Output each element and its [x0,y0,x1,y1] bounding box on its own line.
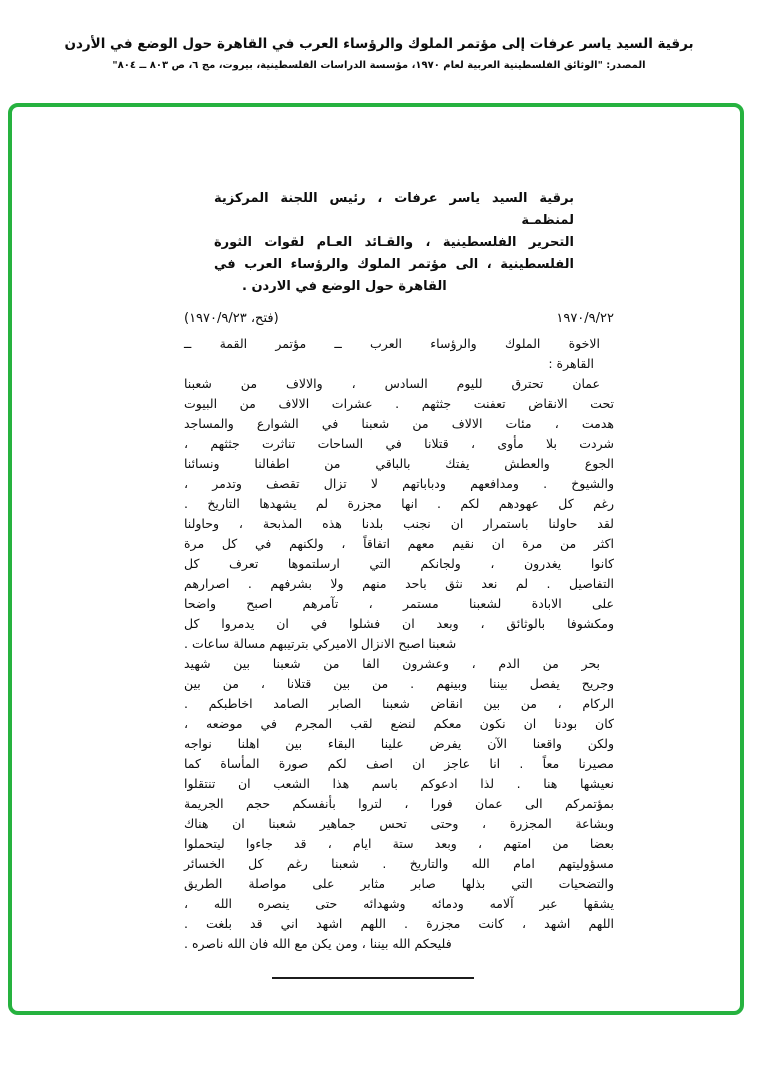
paragraph-1 [184,374,614,654]
paragraph-2 [184,654,614,954]
text-line: وجريح يفصل بيننا وبينهم . من بين قتلانا ، من بين [184,676,614,691]
salutation-line: القاهرة : [548,356,594,371]
document-frame [8,103,744,1015]
text-line: مسؤوليتهم امام الله والتاريخ . شعبنا رغم كل الخسائر [184,856,614,871]
source-citation: المصدر: "الوثائق الفلسطينية العربية لعام ١٩٧٠، مؤسسة الدراسات الفلسطينية، بيروت، مج ٦، ص ٨٠٣ ــ ٨٠٤" [112,60,646,71]
page-title: برقية السيد ياسر عرفات إلى مؤتمر الملوك والرؤساء العرب في القاهرة حول الوضع في الأردن [64,36,694,52]
text-line: عمان تحترق لليوم السادس ، والالاف من شعبنا [184,376,600,391]
text-line: يشقها عبر آلامه ودمائه وشهدائه حتى ينصره الله ، [184,896,614,911]
text-line: شردت بلا مأوى ، قتلانا في الساحات تناثرت جثثهم ، [184,436,614,451]
text-line: كان بودنا ان نكون معكم لنضع لقب المجرم في موضعه ، [184,716,614,731]
text-line: تحت الانقاض تعفنت جثثهم . عشرات الالاف من البيوت [184,396,614,411]
date-source-ref: (فتح، ١٩٧٠/٩/٢٣) [184,311,279,326]
text-line: والتضحيات التي بذلها صابر مثابر على مواصلة الطريق [184,876,614,891]
text-line: على الابادة لشعبنا مستمر ، تآمرهم اصبح واضحا [184,596,614,611]
text-line: الجوع والعطش يفتك بالباقي من اطفالنا ونسائنا [184,456,614,471]
text-line: بحر من الدم ، وعشرون الفا من شعبنا بين شهيد [184,656,600,671]
text-line: الركام ، من بين انقاض شعبنا الصابر الصامد اخاطبكم . [184,696,614,711]
text-line: بمؤتمركم الى عمان فورا ، لتروا بأنفسكم حجم الجريمة [184,796,614,811]
document-heading [214,188,574,298]
text-line: ولكن واقعنا الآن يفرض علينا البقاء بين اهلنا نواجه [184,736,614,751]
text-line: لقد حاولنا باستمرار ان نجنب بلدنا هذه المذبحة ، وحاولنا [184,516,614,531]
text-line: بعضا من امتهم ، وبعد ستة ايام ، قد جاءوا ليتحملوا [184,836,614,851]
telegram-document [184,188,614,979]
text-line: اللهم اشهد ، كانت مجزرة . اللهم اشهد اني قد بلغت . [184,916,614,931]
text-line: نعيشها هنا . لذا ادعوكم باسم هذا الشعب ان تنتقلوا [184,776,614,791]
heading-line: التحرير الفلسطينية ، والقـائد العـام لقوات الثورة [214,235,574,250]
text-line: والشيوخ . ومدافعهم ودباباتهم لا تزال تقصف وتدمر ، [184,476,614,491]
text-line: التفاصيل . لم نعد نثق باحد منهم ولا بشرفهم . اصرارهم [184,576,614,591]
text-line: هدمت ، مئات الالاف من شعبنا في الشوارع والمساجد [184,416,614,431]
salutation-line: الاخوة الملوك والرؤساء العرب ــ مؤتمر القمة ــ [184,336,600,351]
text-line: شعبنا اصبح الانزال الاميركي بترتيبهم مسالة ساعات . [184,636,457,651]
text-line: رغم كل عهودهم لكم . انها مجزرة لم يشهدها التاريخ . [184,496,614,511]
date-value: ١٩٧٠/٩/٢٢ [556,311,614,326]
heading-line: الفلسطينية ، الى مؤتمر الملوك والرؤساء العرب في [214,257,574,272]
footer-divider [272,977,474,979]
text-line: ومكشوفا بالوثائق ، وبعد ان فشلوا في ان يدمروا كل [184,616,614,631]
heading-line: برقية السيد ياسر عرفات ، رئيس اللجنة المركزية لمنظمـة [214,191,574,228]
text-line: فليحكم الله بيننا ، ومن يكن مع الله فان الله ناصره . [184,936,452,951]
date-line [184,310,614,328]
text-line: مصيرنا معاً . انا عاجز ان اصف لكم صورة المأساة كما [184,756,614,771]
text-line: وبشاعة المجزرة ، وحتى تحس جماهير شعبنا ان هناك [184,816,614,831]
text-line: اكثر من مرة ان نقيم معهم اتفاقاً ، ولكنهم في كل مرة [184,536,614,551]
heading-line: القاهرة حول الوضع في الاردن . [242,279,447,294]
page-header [0,33,758,71]
text-line: كانوا يغدرون ، ولجانكم التي ارسلتموها تعرف كل [184,556,614,571]
salutation [184,334,614,374]
